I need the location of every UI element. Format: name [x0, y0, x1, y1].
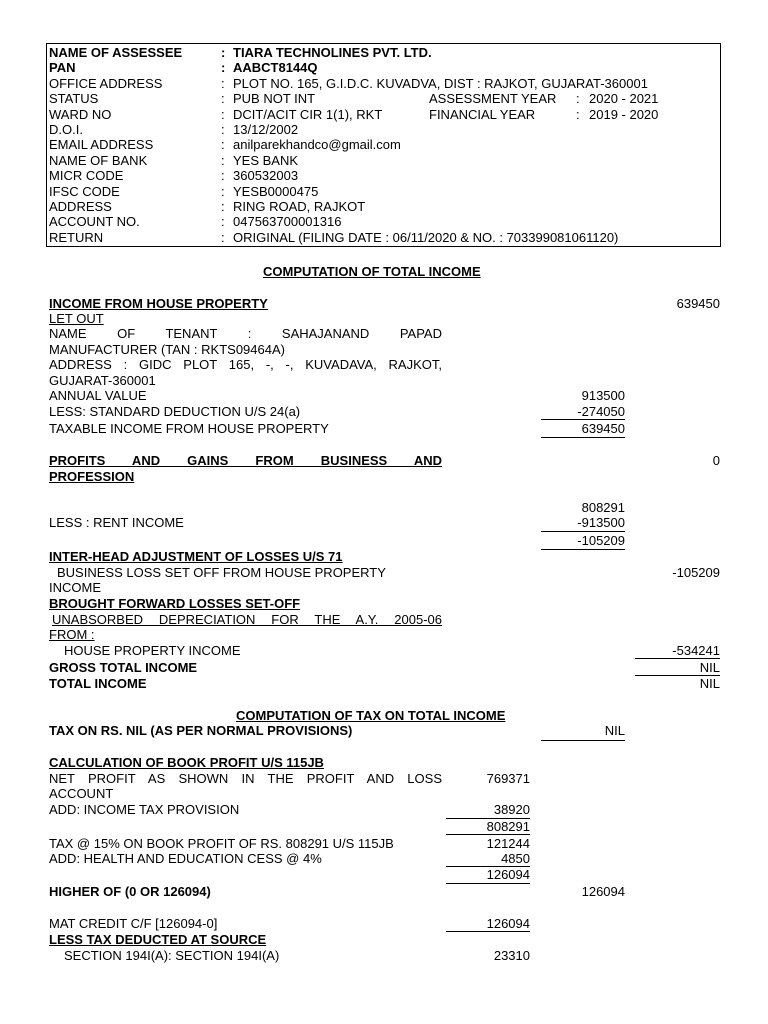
mat-value: 121244 — [486, 836, 530, 851]
rule — [541, 740, 625, 741]
header-label: RETURN — [49, 229, 104, 245]
taxable-hp-value: 639450 — [581, 421, 625, 436]
gross-total-value: NIL — [699, 660, 720, 675]
header-label: WARD NO — [49, 106, 112, 122]
tenant-address-line: ADDRESS : GIDC PLOT 165, -, -, KUVADAVA, RAJKOT, — [49, 357, 442, 372]
header-extra-label: ASSESSMENT YEAR — [429, 91, 557, 107]
business-profit: 808291 — [581, 500, 625, 515]
tds-value: 23310 — [493, 948, 530, 963]
header-value: AABCT8144Q — [233, 60, 318, 76]
provision-value: 38920 — [493, 802, 530, 817]
header-label: PAN — [49, 60, 76, 76]
header-separator: : — [221, 168, 225, 184]
header-label: STATUS — [49, 91, 99, 107]
business-heading: PROFITS AND GAINS FROM BUSINESS AND — [49, 453, 442, 468]
interhead-desc-2: INCOME — [49, 580, 101, 595]
header-extra-label: FINANCIAL YEAR — [429, 106, 536, 122]
rent-income-value: -913500 — [577, 515, 625, 530]
standard-deduction-value: -274050 — [577, 404, 625, 419]
header-value: TIARA TECHNOLINES PVT. LTD. — [233, 45, 432, 60]
computation-title: COMPUTATION OF TOTAL INCOME — [263, 264, 481, 279]
header-separator: : — [221, 122, 225, 137]
header-label: EMAIL ADDRESS — [49, 137, 154, 153]
book-profit-value: 808291 — [486, 819, 530, 834]
header-label: D.O.I. — [49, 122, 83, 137]
tax-value: NIL — [604, 723, 625, 738]
tax-label: TAX ON RS. NIL (AS PER NORMAL PROVISIONS) — [49, 723, 353, 738]
book-profit-heading: CALCULATION OF BOOK PROFIT U/S 115JB — [49, 755, 324, 770]
header-separator: : — [221, 152, 225, 168]
header-separator: : — [221, 229, 225, 245]
business-total: 0 — [712, 453, 720, 468]
rule — [541, 419, 625, 420]
bf-losses-heading: BROUGHT FORWARD LOSSES SET-OFF — [49, 596, 301, 611]
bf-hp-value: -534241 — [672, 643, 720, 658]
header-label: IFSC CODE — [49, 183, 120, 199]
house-property-heading: INCOME FROM HOUSE PROPERTY — [49, 296, 268, 311]
header-value: ORIGINAL (FILING DATE : 06/11/2020 & NO. : 703399081061120) — [233, 229, 619, 245]
header-separator: : — [221, 45, 226, 60]
annual-value-label: ANNUAL VALUE — [49, 388, 147, 403]
header-value: 360532003 — [233, 168, 299, 184]
header-label: MICR CODE — [49, 168, 124, 184]
bf-losses-desc: UNABSORBED DEPRECIATION FOR THE A.Y. 2005-06 — [52, 612, 442, 627]
net-profit-label-2: ACCOUNT — [49, 786, 114, 801]
higher-of-label: HIGHER OF (0 OR 126094) — [49, 884, 211, 899]
tenant-name-line: NAME OF TENANT : SAHAJANAND PAPAD — [49, 326, 442, 341]
mat-total-value: 126094 — [486, 867, 530, 882]
bf-losses-desc-2: FROM : — [49, 627, 95, 642]
header-separator: : — [221, 60, 226, 76]
tax-computation-title: COMPUTATION OF TAX ON TOTAL INCOME — [236, 708, 506, 723]
header-extra-value: 2020 - 2021 — [589, 91, 659, 107]
interhead-desc: BUSINESS LOSS SET OFF FROM HOUSE PROPERTY — [57, 565, 386, 580]
interhead-value: -105209 — [672, 565, 720, 580]
rule — [541, 437, 625, 438]
header-label: NAME OF BANK — [49, 152, 148, 168]
bf-hp-label: HOUSE PROPERTY INCOME — [64, 643, 241, 658]
header-value: anilparekhandco@gmail.com — [233, 137, 401, 153]
header-value: 047563700001316 — [233, 214, 342, 230]
header-separator: : — [221, 75, 225, 91]
header-label: OFFICE ADDRESS — [49, 75, 163, 91]
tenant-address-line-2: GUJARAT-360001 — [49, 373, 156, 388]
header-value: YESB0000475 — [233, 183, 319, 199]
house-property-total: 639450 — [676, 296, 720, 311]
rent-income-label: LESS : RENT INCOME — [49, 515, 184, 530]
header-separator: : — [221, 106, 225, 122]
rule — [446, 931, 530, 932]
tenant-tan-line: MANUFACTURER (TAN : RKTS09464A) — [49, 342, 285, 357]
header-value: DCIT/ACIT CIR 1(1), RKT — [233, 106, 383, 122]
mat-label: TAX @ 15% ON BOOK PROFIT OF RS. 808291 U/S 115JB — [49, 836, 394, 851]
taxable-hp-label: TAXABLE INCOME FROM HOUSE PROPERTY — [49, 421, 329, 436]
rule — [446, 883, 530, 884]
higher-of-value: 126094 — [581, 884, 625, 899]
business-heading-2: PROFESSION — [49, 469, 135, 484]
annual-value: 913500 — [581, 388, 625, 403]
mat-credit-label: MAT CREDIT C/F [126094-0] — [49, 916, 218, 931]
gross-total-label: GROSS TOTAL INCOME — [49, 660, 198, 675]
cess-value: 4850 — [501, 851, 530, 866]
header-label: NAME OF ASSESSEE — [49, 45, 183, 60]
header-value: YES BANK — [233, 152, 299, 168]
header-separator: : — [221, 183, 225, 199]
header-separator: : — [221, 214, 225, 230]
tds-label: SECTION 194I(A): SECTION 194I(A) — [64, 948, 280, 963]
rule — [635, 658, 720, 659]
header-label: ADDRESS — [49, 199, 112, 214]
provision-label: ADD: INCOME TAX PROVISION — [49, 802, 240, 817]
total-income-value: NIL — [699, 676, 720, 691]
header-separator: : — [576, 106, 580, 122]
header-value: PUB NOT INT — [233, 91, 316, 107]
rule — [446, 834, 530, 835]
business-net: -105209 — [577, 533, 625, 548]
header-separator: : — [221, 91, 225, 107]
standard-deduction-label: LESS: STANDARD DEDUCTION U/S 24(a) — [49, 404, 301, 419]
total-income-label: TOTAL INCOME — [49, 676, 147, 691]
tds-heading: LESS TAX DEDUCTED AT SOURCE — [49, 932, 267, 947]
let-out-label: LET OUT — [49, 311, 104, 326]
header-value: 13/12/2002 — [233, 122, 299, 137]
rule — [541, 549, 625, 550]
header-separator: : — [576, 91, 580, 107]
net-profit-label: NET PROFIT AS SHOWN IN THE PROFIT AND LOSS — [49, 771, 442, 786]
header-value: RING ROAD, RAJKOT — [233, 199, 366, 214]
interhead-heading: INTER-HEAD ADJUSTMENT OF LOSSES U/S 71 — [49, 549, 343, 564]
header-label: ACCOUNT NO. — [49, 214, 140, 230]
mat-credit-value: 126094 — [486, 916, 530, 931]
header-separator: : — [221, 199, 225, 214]
net-profit-value: 769371 — [486, 771, 530, 786]
header-separator: : — [221, 137, 225, 153]
rule — [541, 531, 625, 532]
header-value: PLOT NO. 165, G.I.D.C. KUVADVA, DIST : RAJKOT, GUJARAT-360001 — [233, 75, 648, 91]
header-extra-value: 2019 - 2020 — [589, 106, 659, 122]
cess-label: ADD: HEALTH AND EDUCATION CESS @ 4% — [49, 851, 322, 866]
